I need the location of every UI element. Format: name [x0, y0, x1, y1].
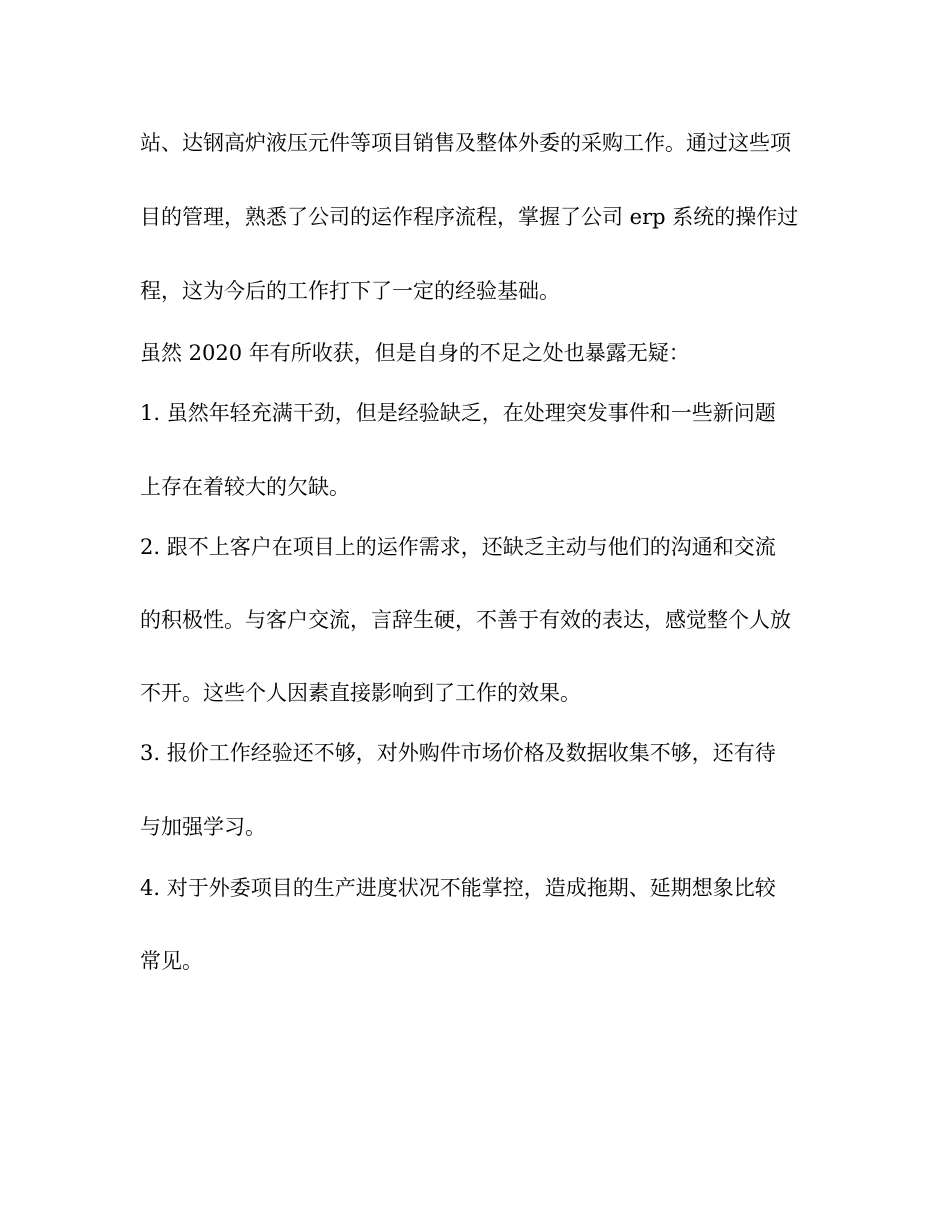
text-line: 站、达钢高炉液压元件等项目销售及整体外委的采购工作。通过这些项: [140, 131, 791, 155]
list-item-2-continued: 不开。这些个人因素直接影响到了工作的效果。: [140, 681, 581, 705]
list-item-1: 1. 虽然年轻充满干劲，但是经验缺乏，在处理突发事件和一些新问题: [140, 401, 776, 425]
list-item-1-continued: 上存在着较大的欠缺。: [140, 475, 350, 499]
list-item-4-continued: 常见。: [140, 949, 203, 973]
list-item-3: 3. 报价工作经验还不够，对外购件市场价格及数据收集不够，还有待: [140, 741, 776, 765]
list-item-3-continued: 与加强学习。: [140, 815, 266, 839]
text-line: 程，这为今后的工作打下了一定的经验基础。: [140, 279, 560, 303]
list-item-2-continued: 的积极性。与客户交流，言辞生硬，不善于有效的表达，感觉整个人放: [140, 608, 791, 632]
list-item-2: 2. 跟不上客户在项目上的运作需求，还缺乏主动与他们的沟通和交流: [140, 535, 776, 559]
list-item-4: 4. 对于外委项目的生产进度状况不能掌控，造成拖期、延期想象比较: [140, 876, 776, 900]
paragraph-intro: 虽然 2020 年有所收获，但是自身的不足之处也暴露无疑：: [140, 341, 690, 365]
text-line: 目的管理，熟悉了公司的运作程序流程，掌握了公司 erp 系统的操作过: [140, 205, 799, 229]
